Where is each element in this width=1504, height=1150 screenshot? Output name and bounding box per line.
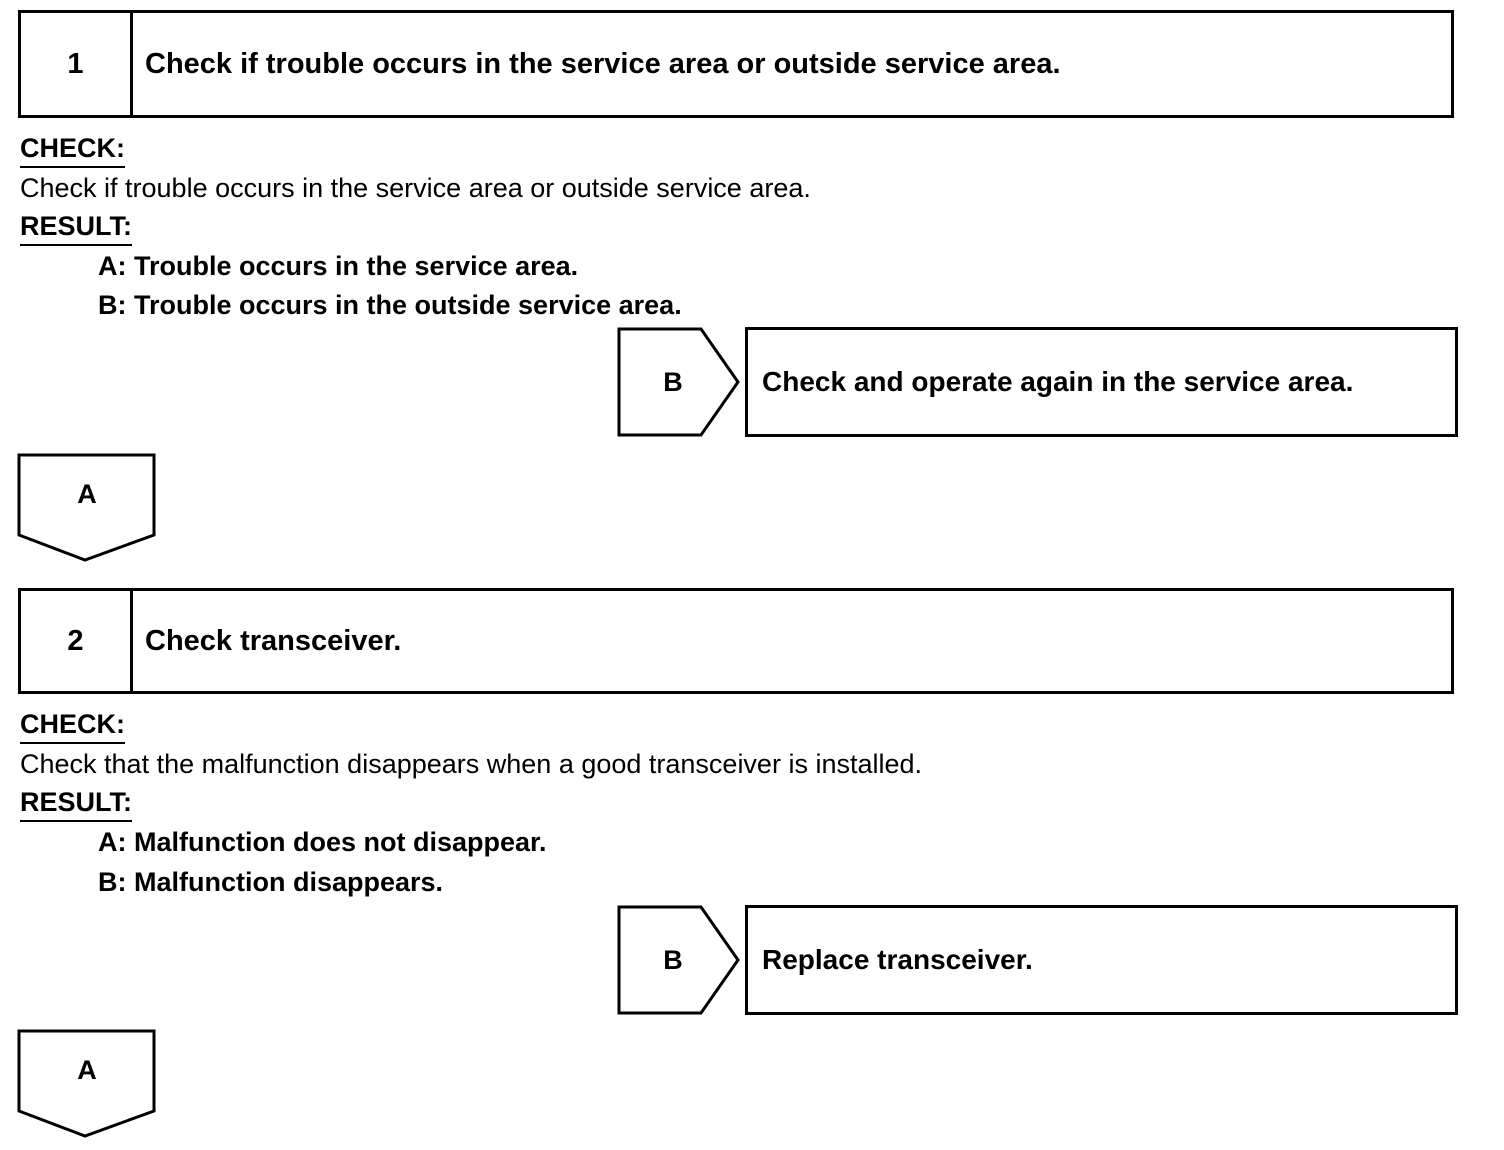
step-2-result-label: RESULT: — [20, 786, 132, 822]
step-1-result-b: B: Trouble occurs in the outside service area. — [98, 290, 682, 320]
step-1-check-label: CHECK: — [20, 132, 125, 168]
step-1-title: Check if trouble occurs in the service area or outside service area. — [145, 47, 1061, 80]
step-2-result-a: A: Malfunction does not disappear. — [98, 827, 547, 857]
step-2-branch-a-tag — [17, 1029, 157, 1139]
step-1-branch-a-tag — [17, 453, 157, 563]
step-2-title: Check transceiver. — [145, 624, 402, 657]
step-2-branch-b-letter: B — [663, 944, 683, 975]
step-1-result-label: RESULT: — [20, 210, 132, 246]
step-2-header — [18, 588, 1454, 694]
step-2-branch-b-tag — [617, 905, 741, 1015]
step-2-branch-a-letter: A — [77, 1055, 97, 1085]
step-1-branch-a-letter: A — [77, 479, 97, 509]
step-2-number: 2 — [21, 591, 133, 691]
step-1-number: 1 — [21, 13, 133, 115]
step-2-branch-b-action: Replace transceiver. — [745, 905, 1458, 1015]
step-2-result-b: B: Malfunction disappears. — [98, 867, 444, 897]
step-1-branch-b-action: Check and operate again in the service area. — [745, 327, 1458, 437]
step-1-branch-b-tag — [617, 327, 741, 437]
step-2-check-label: CHECK: — [20, 708, 125, 744]
step-1-header — [18, 10, 1454, 118]
step-1-branch-b-letter: B — [663, 366, 683, 397]
step-1-result-a: A: Trouble occurs in the service area. — [98, 251, 579, 281]
step-2-check-text: Check that the malfunction disappears when a good transceiver is installed. — [20, 749, 923, 779]
step-1-check-text: Check if trouble occurs in the service area or outside service area. — [20, 173, 811, 203]
